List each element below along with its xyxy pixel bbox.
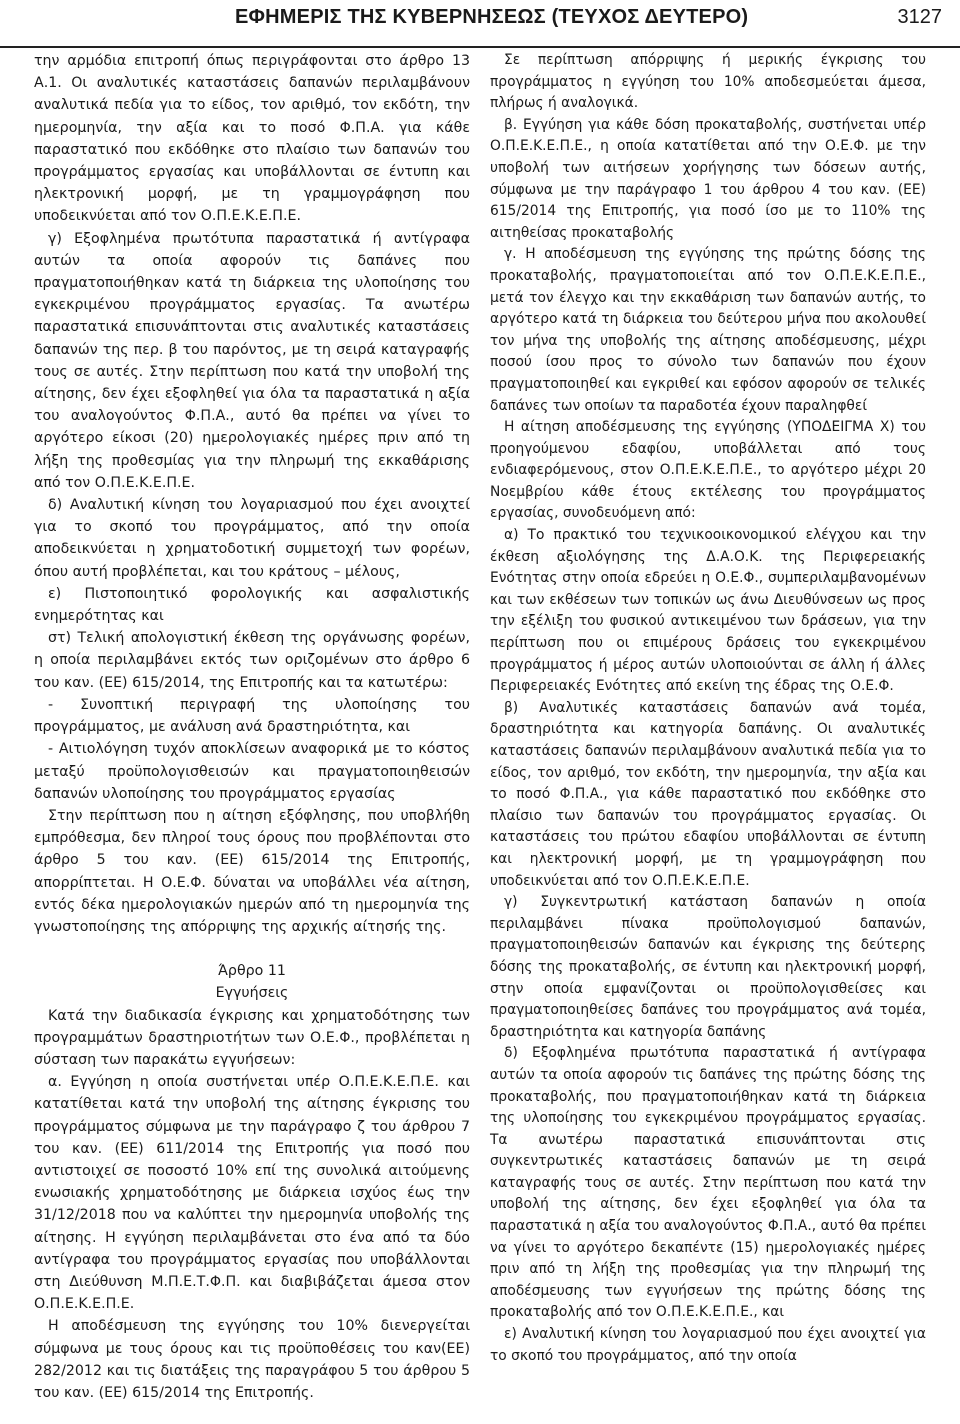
paragraph: β. Εγγύηση για κάθε δόση προκαταβολής, συστήνεται υπέρ Ο.Π.Ε.Κ.Ε.Π.Ε., η οποία κατατίθεται από την Ο.Ε.Φ. με την υποβολή των αιτήσεων χορήγησης των δόσεων αυτής, σύμφωνα με την παράγραφο 1 του άρθρου 4 του καν. (ΕΕ) 615/2014 της Επιτροπής, για ποσό ίσο με το 110% της αιτηθείσας προκαταβολής xyxy=(490,116,926,241)
page-number: 3127 xyxy=(897,6,942,28)
paragraph: - Συνοπτική περιγραφή της υλοποίησης του προγράμματος, με ανάλυση ανά δραστηριότητα, και xyxy=(34,696,470,736)
paragraph: γ) Συγκεντρωτική κατάσταση δαπανών η οποία περιλαμβάνει πίνακα προϋπολογισμού δαπανών, πραγματοποιηθεισών δαπανών και έγκρισης της δεύτερης δόσης της προκαταβολής, σε έντυπη και ηλεκτρονική μορφή, στην οποία εμφανίζονται οι προϋπολογισθείσες και πραγματοποιηθείσες δαπάνες του προγράμματος ανά τομέα, δραστηριότητα και κατηγορία δαπάνης xyxy=(490,894,926,1040)
paragraph: - Αιτιολόγηση τυχόν αποκλίσεων αναφορικά με το κόστος μεταξύ προϋπολογισθεισών και πραγματοποιηθεισών δαπανών υλοποίησης του προγράμματος εργασίας xyxy=(34,741,470,802)
right-column xyxy=(490,50,926,1367)
paragraph: Στην περίπτωση που η αίτηση εξόφλησης, που υποβλήθη εμπρόθεσμα, δεν πληροί τους όρους που προβλέπονται στο άρθρο 5 του καν. (ΕΕ) 615/2014 της Επιτροπής, απορρίπτεται. Η Ο.Ε.Φ. δύναται να υποβάλλει νέα αίτηση, εντός δέκα ημερολογιακών ημερών από τη ημερομηνία της γνωστοποίησης της απόρριψης της αρχικής αίτησής της. xyxy=(34,807,470,935)
paragraph: στ) Τελική απολογιστική έκθεση της οργάνωσης φορέων, η οποία περιλαμβάνει εκτός των οριζομένων στο άρθρο 6 του καν. (ΕΕ) 615/2014, της Επιτροπής και τα κατωτέρω: xyxy=(34,630,470,691)
paragraph: δ) Εξοφλημένα πρωτότυπα παραστατικά ή αντίγραφα αυτών τα οποία αφορούν τις δαπάνες της πρώτης δόσης της προκαταβολής, που πραγματοποιήθηκαν κατά τη διάρκεια της υλοποίησης του εγκεκριμένου προγράμματος εργασίας. Τα ανωτέρω παραστατικά επισυνάπτονται στις συγκεντρωτικές καταστάσεις δαπανών με τη σειρά καταγραφής τους σε αυτές. Στην περίπτωση που κατά την υποβολή της αίτησης, δεν έχει εξοφληθεί για όλα τα παραστατικά η αξία του αναλογούντος Φ.Π.Α., αυτό θα πρέπει να γίνει το αργότερο δεκαπέντε (15) ημερολογιακές ημέρες πριν από τη λήξη της προθεσμίας για την πληρωμή της αποδέσμευσης των εγγυήσεων της πρώτης δόσης της προκαταβολής από τον Ο.Π.Ε.Κ.Ε.Π.Ε., και xyxy=(490,1045,926,1321)
article-title: Εγγυήσεις xyxy=(215,985,289,1002)
paragraph: γ. Η αποδέσμευση της εγγύησης της πρώτης δόσης της προκαταβολής, πραγματοποιείται από τον Ο.Π.Ε.Κ.Ε.Π.Ε., μετά τον έλεγχο και την εκκαθάριση των δαπανών αυτής, το αργότερο κατά τη διάρκεια του δεύτερου μήνα που ακολουθεί τον μήνα της υποβολής της αίτησης αποδέσμευσης, μέχρι ποσού ίσου προς το σύνολο των δαπανών που έχουν πραγματοποιηθεί και εγκριθεί και εφόσον αφορούν σε τελικές δαπάνες των οποίων τα παραδοτέα έχουν παραληφθεί xyxy=(490,246,926,414)
left-column xyxy=(34,50,470,1404)
paragraph: Κατά την διαδικασία έγκρισης και χρηματοδότησης των προγραμμάτων δραστηριοτήτων των Ο.Ε.Φ., προβλέπεται η σύσταση των παρακάτω εγγυήσεων: xyxy=(34,1007,470,1068)
page-header xyxy=(0,0,960,48)
paragraph: Σε περίπτωση απόρριψης ή μερικής έγκρισης του προγράμματος η εγγύηση του 10% αποδεσμεύεται άμεσα, πλήρως ή αναλογικά. xyxy=(490,52,926,112)
paragraph: α. Εγγύηση η οποία συστήνεται υπέρ Ο.Π.Ε.Κ.Ε.Π.Ε. και κατατίθεται κατά την υποβολή της αίτησης έγκρισης του προγράμματος σύμφωνα με την παράγραφο ζ του άρθρου 7 του καν. (ΕΕ) 611/2014 της Επιτροπής για ποσό που αντιστοιχεί σε ποσοστό 10% επί της συνολικά αιτούμενης ενωσιακής χρηματοδότησης με διάρκεια ισχύος έως την 31/12/2018 που να καλύπτει την ημερομηνία υποβολής της αίτησης. Η εγγύηση περιλαμβάνεται στο ένα από τα δύο αντίγραφα του προγράμματος εργασίας που υποβάλλονται στη Διεύθυνση Μ.Π.Ε.Τ.Φ.Π. και διαβιβάζεται άμεσα στον Ο.Π.Ε.Κ.Ε.Π.Ε. xyxy=(34,1074,470,1313)
paragraph: ε) Πιστοποιητικό φορολογικής και ασφαλιστικής ενημερότητας και xyxy=(34,585,470,625)
paragraph: Η αποδέσμευση της εγγύησης του 10% διενεργείται σύμφωνα με τους όρους και τις προϋποθέσεις του καν(ΕΕ) 282/2012 και τις διατάξεις της παραγράφου 5 του άρθρου 5 του καν. (ΕΕ) 615/2014 της Επιτροπής. xyxy=(34,1318,470,1401)
paragraph: Η αίτηση αποδέσμευσης της εγγύησης (ΥΠΟΔΕΙΓΜΑ Χ) του προηγούμενου εδαφίου, υποβάλλεται από τους ενδιαφερόμενους, στον Ο.Π.Ε.Κ.Ε.Π.Ε., το αργότερο μέχρι 20 Νοεμβρίου κάθε έτους εκτέλεσης του προγράμματος εργασίας, συνοδευόμενη από: xyxy=(490,419,926,522)
paragraph: την αρμόδια επιτροπή όπως περιγράφονται στο άρθρο 13 Α.1. Οι αναλυτικές καταστάσεις δαπανών περιλαμβάνουν αναλυτικά πεδία για το είδος, τον αριθμό, τον εκδότη, την ημερομηνία, την αξία και το ποσό Φ.Π.Α. για κάθε παραστατικό που εκδόθηκε στο πλαίσιο των δαπανών του προγράμματος εργασίας και υποβάλλονται σε έντυπη και ηλεκτρονική μορφή, με τη γραμμογράφηση που υποδεικνύεται από τον Ο.Π.Ε.Κ.Ε.Π.Ε. xyxy=(34,53,470,225)
spacer xyxy=(34,938,470,960)
paragraph: δ) Αναλυτική κίνηση του λογαριασμού που έχει ανοιχτεί για το σκοπό του προγράμματος, από την οποία αποδεικνύεται η χρηματοδοτική συμμετοχή των φορέων, όπου αυτή προβλέπεται, και του κράτους – μέλους, xyxy=(34,497,470,580)
paragraph: γ) Εξοφλημένα πρωτότυπα παραστατικά ή αντίγραφα αυτών τα οποία αφορούν τις δαπάνες που πραγματοποιήθηκαν κατά τη διάρκεια της υλοποίησης του εγκεκριμένου προγράμματος εργασίας. Τα ανωτέρω παραστατικά επισυνάπτονται στις αναλυτικές καταστάσεις δαπανών της περ. β του παρόντος, με τη σειρά καταγραφής τους σε αυτές. Στην περίπτωση που κατά την υποβολή της αίτησης, δεν έχει εξοφληθεί για όλα τα παραστατικά η αξία του αναλογούντος Φ.Π.Α., αυτό θα πρέπει να γίνει το αργότερο είκοσι (20) ημερολογιακές ημέρες πριν από τη λήξη της προθεσμίας για την πληρωμή της εκκαθάρισης από τον Ο.Π.Ε.Κ.Ε.Π.Ε. xyxy=(34,230,470,491)
paragraph: ε) Αναλυτική κίνηση του λογαριασμού που έχει ανοιχτεί για το σκοπό του προγράμματος, από την οποία xyxy=(490,1326,926,1364)
article-number: Άρθρο 11 xyxy=(218,963,286,980)
paragraph: β) Αναλυτικές καταστάσεις δαπανών ανά τομέα, δραστηριότητα και κατηγορία δαπάνης. Οι αναλυτικές καταστάσεις δαπανών περιλαμβάνουν αναλυτικά πεδία για το είδος, τον αριθμό, τον εκδότη, την ημερομηνία, την αξία και το ποσό Φ.Π.Α., για κάθε παραστατικό που εκδόθηκε στο πλαίσιο των δαπανών του προγράμματος εργασίας. Οι καταστάσεις του πρώτου εδαφίου υποβάλλονται σε έντυπη και ηλεκτρονική μορφή, με τη γραμμογράφηση που υποδεικνύεται από τον Ο.Π.Ε.Κ.Ε.Π.Ε. xyxy=(490,699,926,889)
gazette-title: ΕΦΗΜΕΡΙΣ ΤΗΣ ΚΥΒΕΡΝΗΣΕΩΣ (ΤΕΥΧΟΣ ΔΕΥΤΕΡΟ) xyxy=(235,6,749,28)
paragraph: α) Το πρακτικό του τεχνικοοικονομικού ελέγχου και την έκθεση αξιολόγησης της Δ.Α.Ο.Κ. της Περιφερειακής Ενότητας στην οποία εδρεύει η Ο.Ε.Φ., συμπεριλαμβανομένων και των εκθέσεων των τοπικών ως άνω Διευθύνσεων ως προς την εξέλιξη του φυσικού αντικειμένου των δράσεων, για την περίπτωση που οι επιμέρους δράσεις του εγκεκριμένου προγράμματος ή μέρος αυτών υλοποιούνται σε άλλη ή άλλες Περιφερειακές Ενότητες από εκείνη της έδρας της Ο.Ε.Φ. xyxy=(490,527,926,695)
